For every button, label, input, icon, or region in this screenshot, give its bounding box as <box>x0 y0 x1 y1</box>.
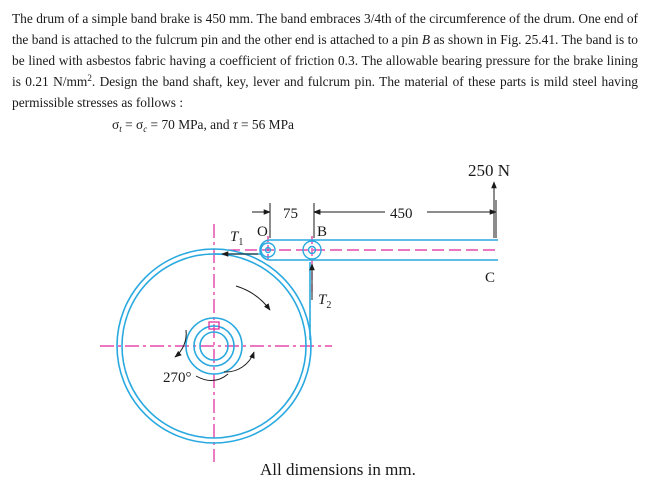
unit-exponent: 2 <box>87 73 92 83</box>
label-c: C <box>485 270 496 286</box>
problem-text-part-3: . Design the band shaft, key, lever and fulcrum pin. The material of these parts is mild steel having permissible stresses as follows : <box>12 74 638 110</box>
tau-symbol: τ <box>232 117 238 132</box>
label-t1-letter: T <box>230 229 239 245</box>
dimension-450-label: 450 <box>390 206 413 222</box>
dimension-lines <box>175 182 496 381</box>
sigma-c-subscript: c <box>143 124 148 134</box>
stress-equals-sigma: = σ <box>121 117 144 132</box>
angle-270-label: 270° <box>163 370 192 386</box>
rotation-arrow-upper <box>236 286 270 310</box>
figure-caption: All dimensions in mm. <box>260 460 416 479</box>
label-o: O <box>257 224 268 240</box>
label-t2-letter: T <box>318 292 327 308</box>
label-t1 <box>230 229 243 248</box>
rotation-arrow-left <box>175 330 186 357</box>
band-brake-figure <box>0 150 648 488</box>
brake-lever <box>214 240 498 340</box>
permissible-stresses <box>112 116 294 134</box>
label-t2 <box>318 292 331 311</box>
sigma-t-subscript: t <box>119 124 122 134</box>
stress-value-70: = 70 MPa, and <box>147 117 233 132</box>
sigma-symbol: σ <box>112 117 120 132</box>
label-b: B <box>317 224 328 240</box>
problem-statement <box>12 8 638 113</box>
pin-b-reference: B <box>421 32 431 47</box>
problem-text-part-1: The drum of a simple band brake is 450 mm. The band embraces 3/4th of the circumference of the drum. One end of the band is attached to the fulcrum pin and the other end is attached to a pin <box>12 11 638 47</box>
label-t2-subscript: 2 <box>326 300 332 311</box>
dimension-75-label: 75 <box>283 206 298 222</box>
angle-270-leader <box>196 374 228 381</box>
stress-value-56: = 56 MPa <box>237 117 294 132</box>
problem-text-part-2: as shown in Fig. 25.41. The band is to be lined with asbestos fabric having a coefficient of friction 0.3. The allowable bearing pressure for the brake lining is 0.21 N/mm <box>12 32 639 89</box>
label-t1-subscript: 1 <box>238 237 244 248</box>
force-250n-label: 250 N <box>468 161 511 180</box>
